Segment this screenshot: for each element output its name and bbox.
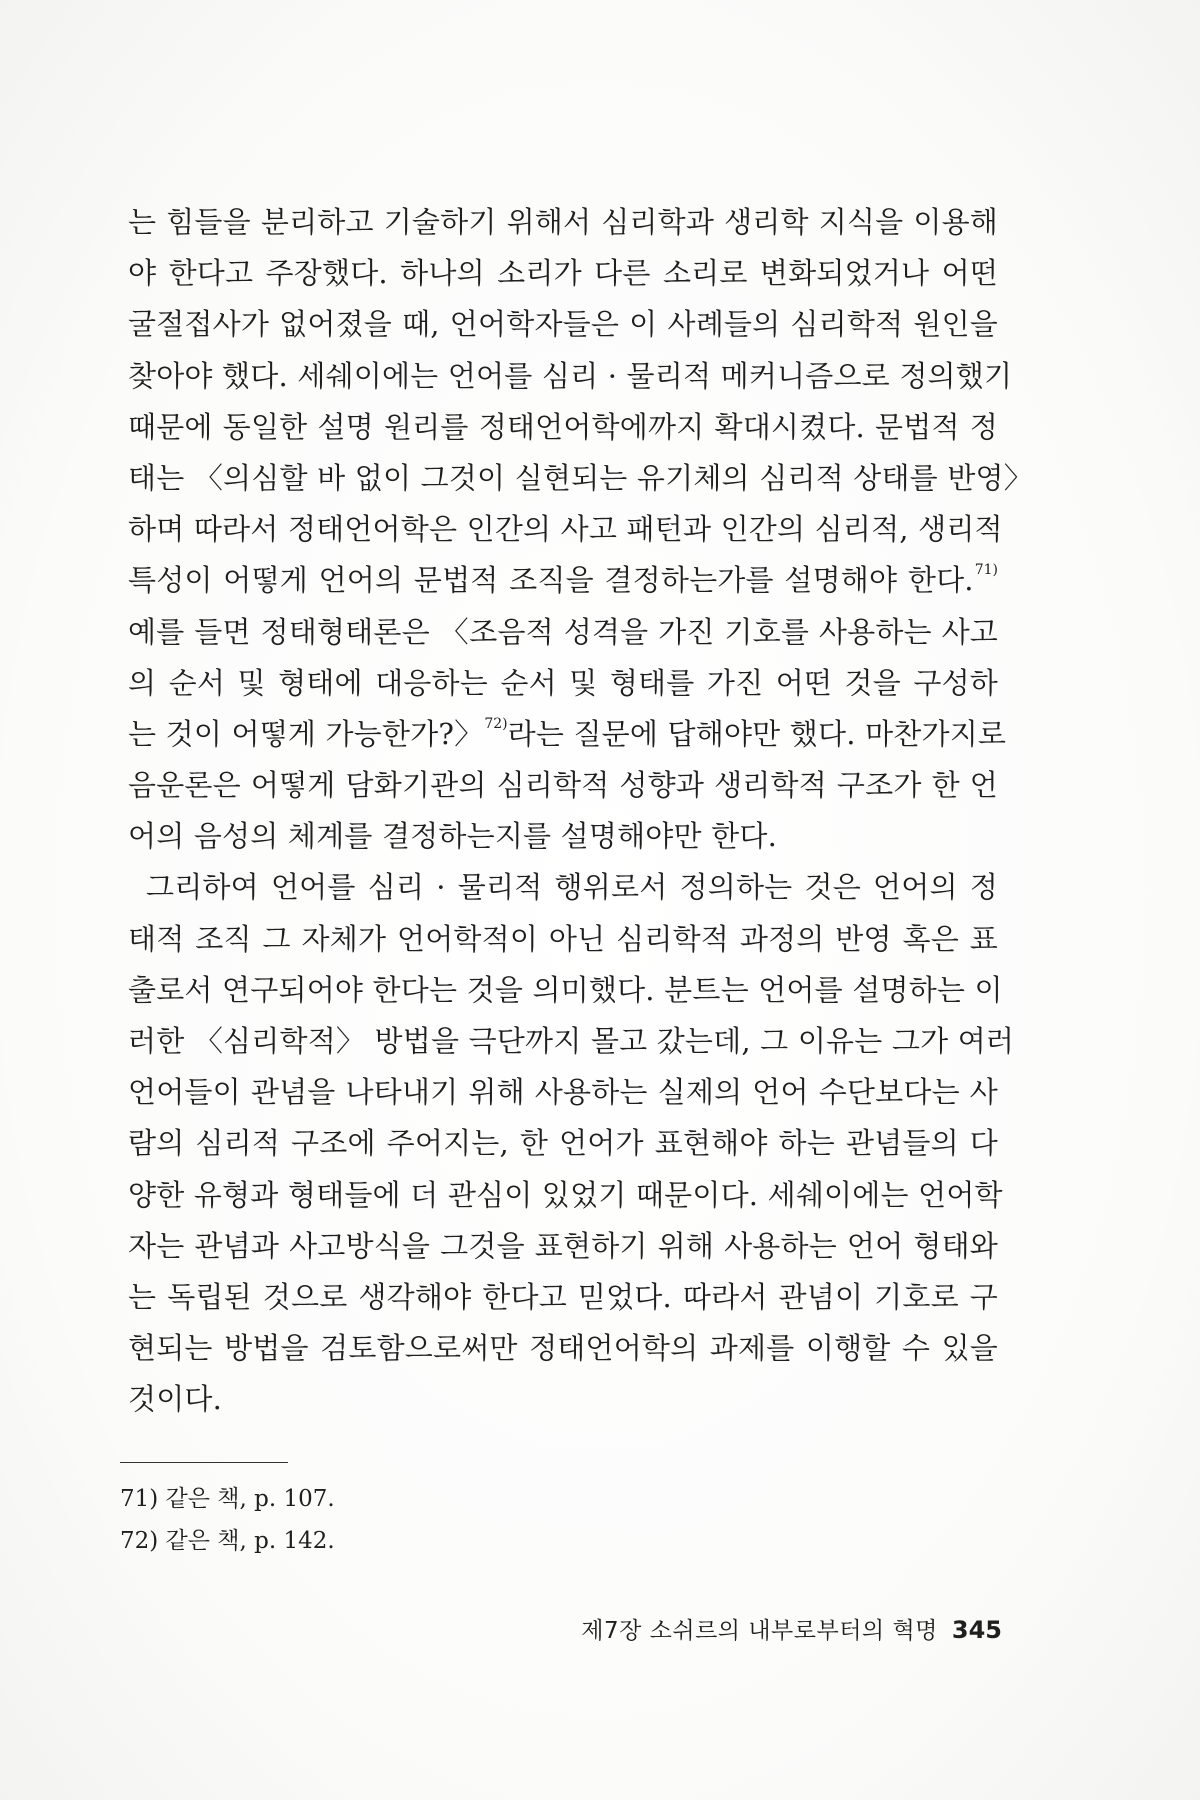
running-head: 제7장 소쉬르의 내부로부터의 혁명 bbox=[581, 1618, 938, 1644]
text-line: 양한 유형과 형태들에 더 관심이 있었기 때문이다. 세쉐이에는 언어학 bbox=[128, 1177, 1003, 1212]
text-line: 때문에 동일한 설명 원리를 정태언어학에까지 확대시켰다. 문법적 정 bbox=[128, 409, 998, 444]
text-line: 어의 음성의 체계를 결정하는지를 설명해야만 한다. bbox=[128, 819, 778, 854]
footnote-ref-72: 72) bbox=[484, 715, 508, 732]
page-footer bbox=[581, 1612, 1002, 1645]
text-line bbox=[128, 709, 1007, 760]
text-line: 야 한다고 주장했다. 하나의 소리가 다른 소리로 변화되었거나 어떤 bbox=[128, 256, 998, 291]
text-line: 자는 관념과 사고방식을 그것을 표현하기 위해 사용하는 언어 형태와 bbox=[128, 1228, 998, 1263]
text-segment: 라는 질문에 답해야만 했다. 마찬가지로 bbox=[507, 716, 1007, 751]
text-line: 태적 조직 그 자체가 언어학적이 아닌 심리학적 과정의 반영 혹은 표 bbox=[128, 921, 998, 956]
text-line: 찾아야 했다. 세쉐이에는 언어를 심리 · 물리적 메커니즘으로 정의했기 bbox=[128, 358, 1013, 393]
text-line: 현되는 방법을 검토함으로써만 정태언어학의 과제를 이행할 수 있을 bbox=[128, 1331, 998, 1366]
text-line: 는 독립된 것으로 생각해야 한다고 믿었다. 따라서 관념이 기호로 구 bbox=[128, 1279, 998, 1314]
text-line: 예를 들면 정태형태론은 〈조음적 성격을 가진 기호를 사용하는 사고 bbox=[128, 614, 998, 649]
text-line: 그리하여 언어를 심리 · 물리적 행위로서 정의하는 것은 언어의 정 bbox=[146, 870, 998, 905]
text-line: 언어들이 관념을 나타내기 위해 사용하는 실제의 언어 수단보다는 사 bbox=[128, 1075, 998, 1110]
footnote-ref-71: 71) bbox=[974, 562, 998, 579]
text-line: 태는 〈의심할 바 없이 그것이 실현되는 유기체의 심리적 상태를 반영〉 bbox=[128, 460, 1033, 495]
page-number: 345 bbox=[951, 1616, 1002, 1644]
footnote-divider bbox=[120, 1462, 288, 1463]
text-line: 출로서 연구되어야 한다는 것을 의미했다. 분트는 언어를 설명하는 이 bbox=[128, 972, 1003, 1007]
text-segment: 는 것이 어떻게 가능한가?〉 bbox=[128, 716, 484, 751]
text-line: 굴절접사가 없어졌을 때, 언어학자들은 이 사례들의 심리학적 원인을 bbox=[128, 307, 998, 342]
text-line: 것이다. bbox=[128, 1382, 223, 1417]
text-segment: 특성이 어떻게 언어의 문법적 조직을 결정하는가를 설명해야 한다. bbox=[128, 563, 974, 598]
text-line: 람의 심리적 구조에 주어지는, 한 언어가 표현해야 하는 관념들의 다 bbox=[128, 1126, 998, 1161]
footnotes bbox=[120, 1478, 720, 1562]
text-line: 러한 〈심리학적〉 방법을 극단까지 몰고 갔는데, 그 이유는 그가 여러 bbox=[128, 1024, 1015, 1058]
text-line: 는 힘들을 분리하고 기술하기 위해서 심리학과 생리학 지식을 이용해 bbox=[128, 205, 998, 239]
text-line: 하며 따라서 정태언어학은 인간의 사고 패턴과 인간의 심리적, 생리적 bbox=[128, 512, 1003, 547]
text-line: 음운론은 어떻게 담화기관의 심리학적 성향과 생리학적 구조가 한 언 bbox=[128, 768, 998, 803]
text-line bbox=[128, 555, 998, 606]
body-text bbox=[128, 197, 1033, 1426]
footnote-71: 71) 같은 책, p. 107. bbox=[120, 1486, 335, 1512]
footnote-72: 72) 같은 책, p. 142. bbox=[120, 1528, 335, 1554]
text-line: 의 순서 및 형태에 대응하는 순서 및 형태를 가진 어떤 것을 구성하 bbox=[128, 665, 998, 700]
